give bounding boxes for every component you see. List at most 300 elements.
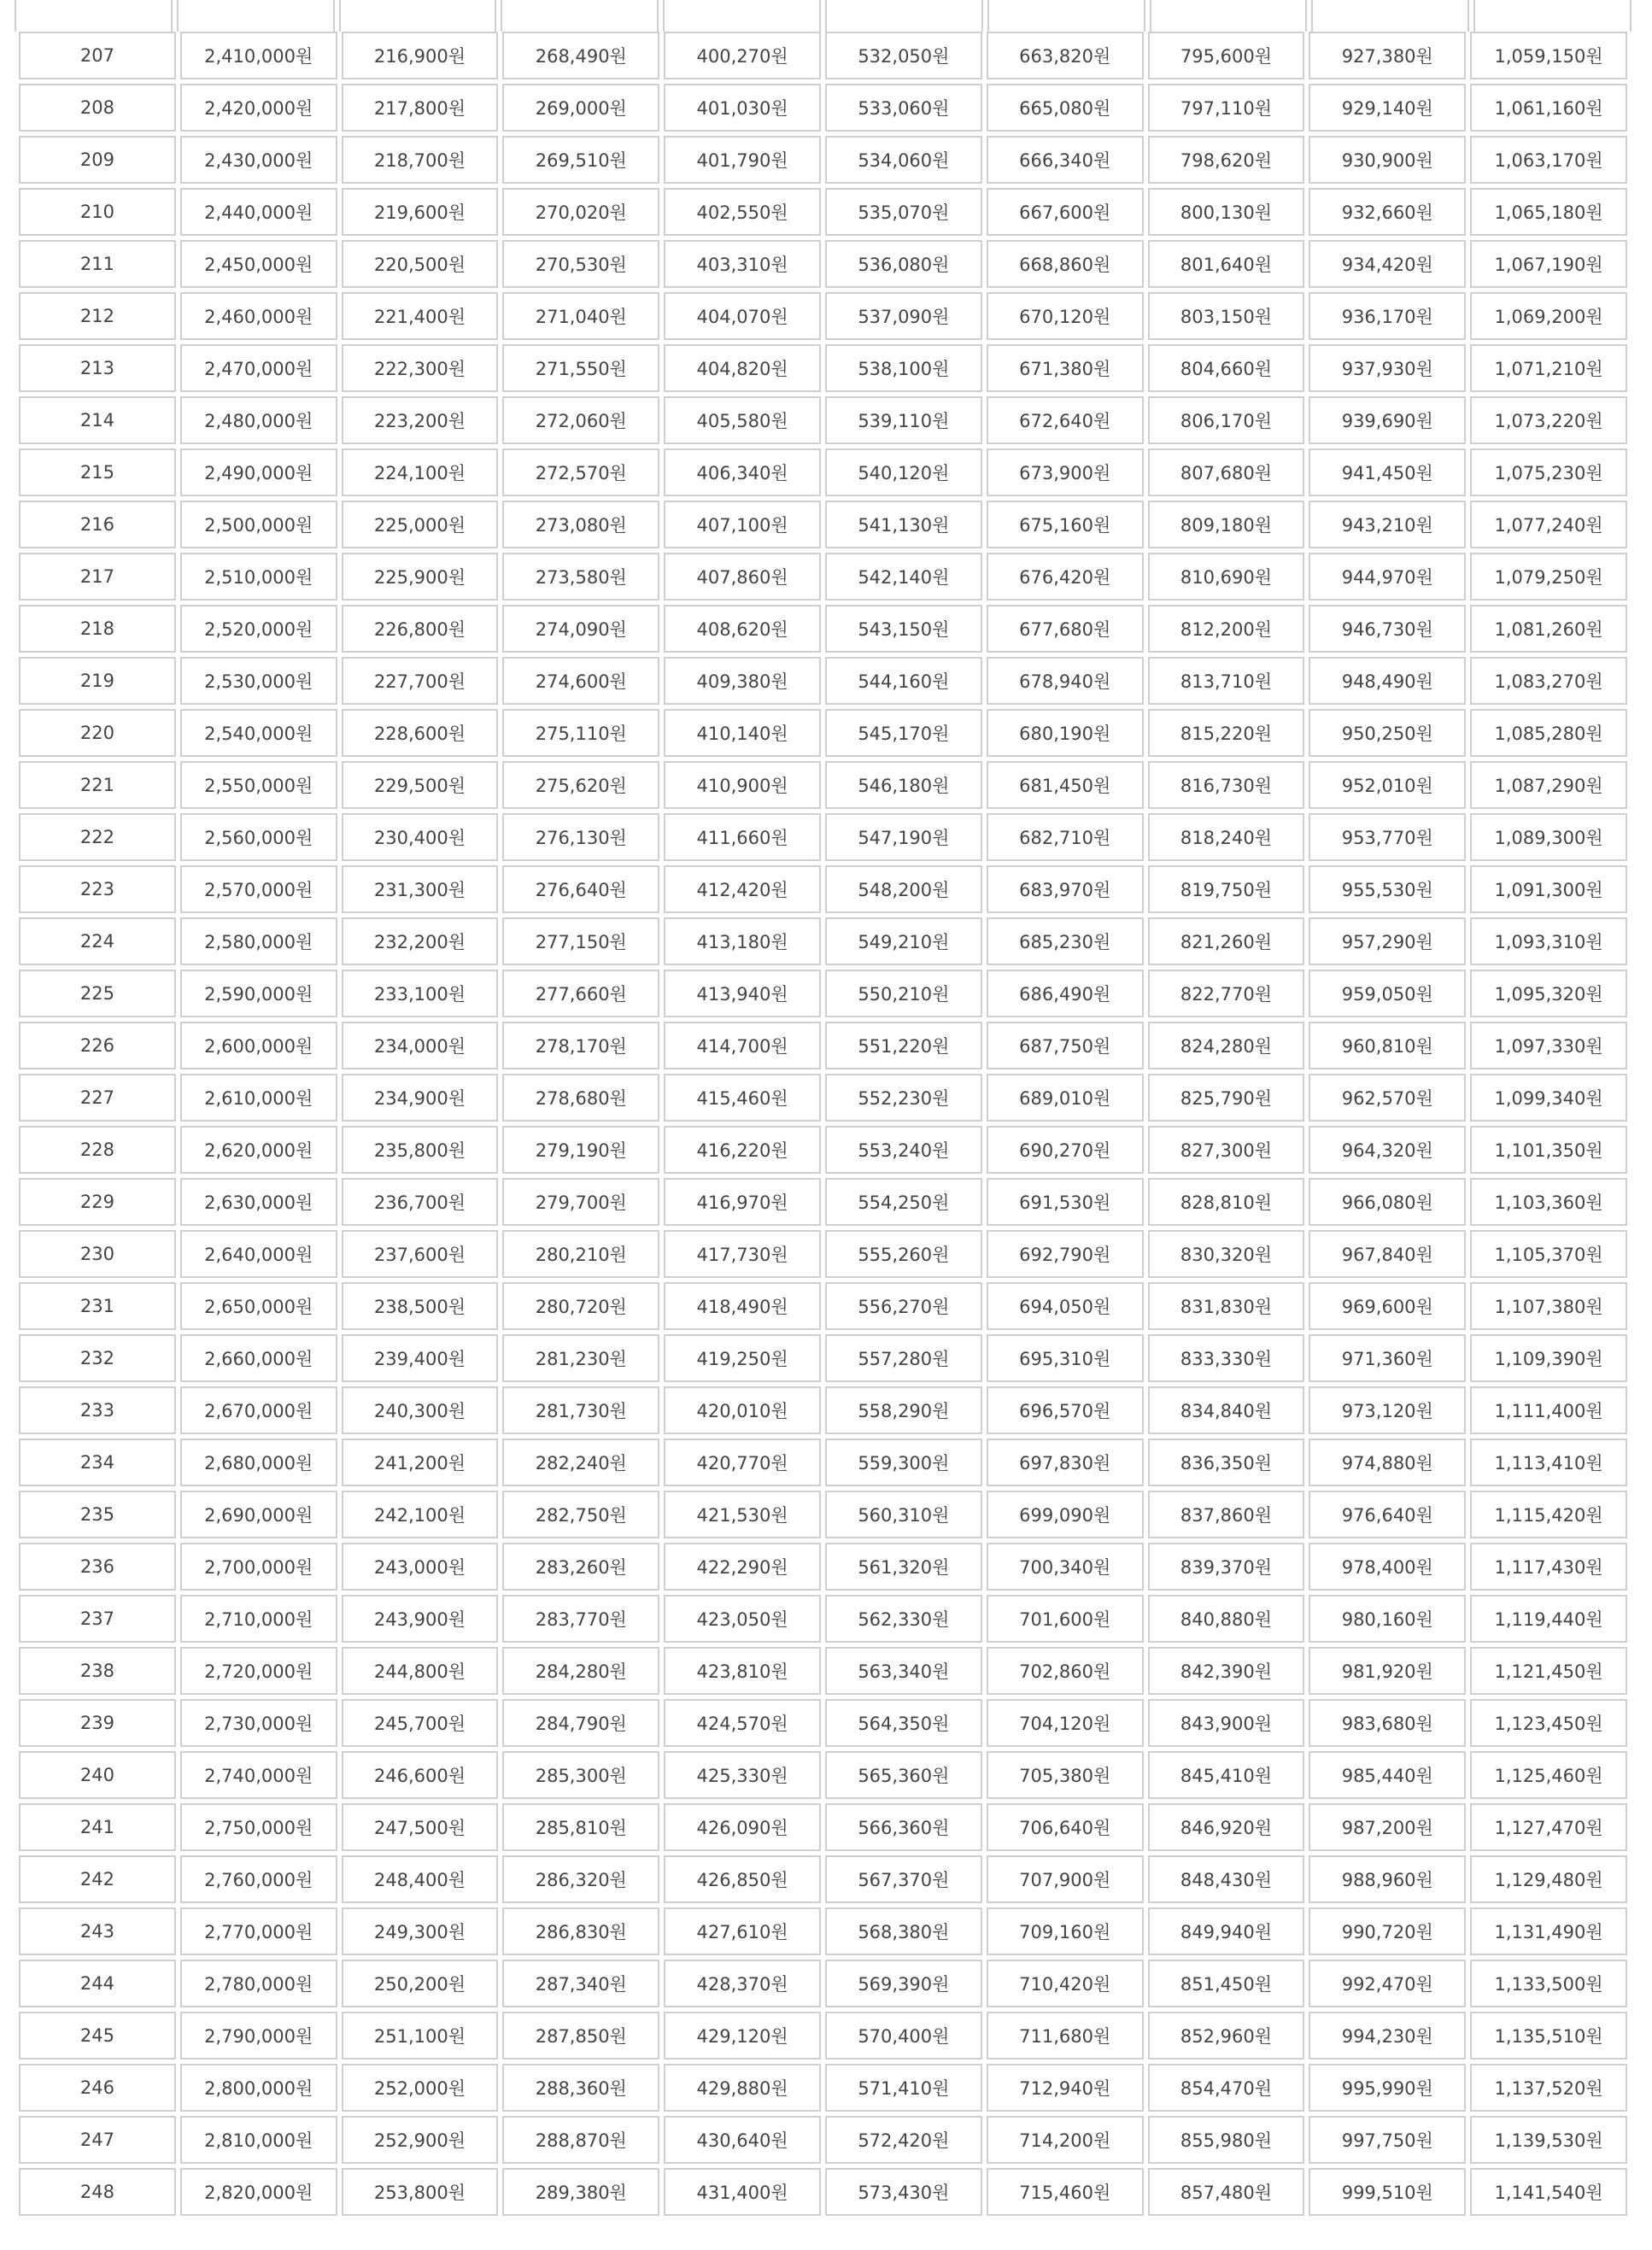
row-number-cell: 237 [19,1595,176,1643]
table-row [19,188,1627,236]
amount-cell: 278,680원 [502,1074,659,1122]
amount-cell: 705,380원 [987,1751,1144,1799]
amount-cell: 421,530원 [664,1491,821,1538]
amount-cell: 414,700원 [664,1022,821,1069]
table-row [19,761,1627,809]
amount-cell: 948,490원 [1309,657,1466,705]
amount-cell: 2,680,000원 [180,1438,337,1486]
amount-cell: 288,360원 [502,2064,659,2112]
amount-cell: 694,050원 [987,1282,1144,1330]
amount-cell: 219,600원 [342,188,499,236]
row-number-cell: 248 [19,2168,176,2216]
amount-cell: 682,710원 [987,813,1144,861]
amount-cell: 229,500원 [342,761,499,809]
amount-cell: 1,067,190원 [1470,240,1627,288]
row-number-cell: 235 [19,1491,176,1538]
amount-cell: 559,300원 [825,1438,982,1486]
amount-cell: 953,770원 [1309,813,1466,861]
amount-cell: 544,160원 [825,657,982,705]
amount-cell: 704,120원 [987,1699,1144,1747]
amount-cell: 2,820,000원 [180,2168,337,2216]
amount-cell: 939,690원 [1309,396,1466,444]
amount-cell: 1,063,170원 [1470,136,1627,184]
amount-cell: 250,200원 [342,1960,499,2007]
amount-cell: 1,073,220원 [1470,396,1627,444]
table-row [19,448,1627,496]
amount-cell: 712,940원 [987,2064,1144,2112]
row-number-cell: 231 [19,1282,176,1330]
amount-cell: 562,330원 [825,1595,982,1643]
row-number-cell: 219 [19,657,176,705]
amount-cell: 994,230원 [1309,2012,1466,2060]
table-row [19,240,1627,288]
table-row [19,1855,1627,1903]
amount-cell: 412,420원 [664,865,821,913]
amount-cell: 240,300원 [342,1386,499,1434]
amount-cell: 1,083,270원 [1470,657,1627,705]
amount-cell: 251,100원 [342,2012,499,2060]
amount-cell: 223,200원 [342,396,499,444]
amount-cell: 2,600,000원 [180,1022,337,1069]
table-row [19,1543,1627,1591]
amount-cell: 2,660,000원 [180,1334,337,1382]
amount-cell: 930,900원 [1309,136,1466,184]
amount-cell: 405,580원 [664,396,821,444]
amount-cell: 2,650,000원 [180,1282,337,1330]
amount-cell: 677,680원 [987,605,1144,653]
amount-cell: 1,087,290원 [1470,761,1627,809]
table-row [19,2168,1627,2216]
amount-cell: 816,730원 [1148,761,1305,809]
amount-cell: 818,240원 [1148,813,1305,861]
amount-cell: 992,470원 [1309,1960,1466,2007]
amount-cell: 220,500원 [342,240,499,288]
table-row [19,1491,1627,1538]
amount-cell: 941,450원 [1309,448,1466,496]
amount-cell: 2,620,000원 [180,1126,337,1174]
amount-cell: 228,600원 [342,709,499,757]
amount-cell: 966,080원 [1309,1178,1466,1226]
amount-cell: 2,810,000원 [180,2116,337,2164]
amount-cell: 270,020원 [502,188,659,236]
amount-cell: 845,410원 [1148,1751,1305,1799]
row-number-cell: 215 [19,448,176,496]
amount-cell: 274,090원 [502,605,659,653]
row-number-cell: 228 [19,1126,176,1174]
amount-cell: 287,340원 [502,1960,659,2007]
amount-cell: 538,100원 [825,344,982,392]
amount-cell: 2,580,000원 [180,917,337,965]
amount-cell: 418,490원 [664,1282,821,1330]
table-row [19,657,1627,705]
amount-cell: 686,490원 [987,970,1144,1017]
amount-cell: 282,240원 [502,1438,659,1486]
amount-cell: 711,680원 [987,2012,1144,2060]
table-body [19,32,1627,2216]
row-number-cell: 226 [19,1022,176,1069]
amount-cell: 225,000원 [342,501,499,548]
row-number-cell: 245 [19,2012,176,2060]
table-row [19,553,1627,601]
amount-cell: 2,590,000원 [180,970,337,1017]
row-number-cell: 224 [19,917,176,965]
amount-cell: 269,510원 [502,136,659,184]
amount-cell: 270,530원 [502,240,659,288]
amount-cell: 1,113,410원 [1470,1438,1627,1486]
table-row [19,917,1627,965]
row-number-cell: 221 [19,761,176,809]
amount-cell: 237,600원 [342,1230,499,1278]
amount-cell: 673,900원 [987,448,1144,496]
amount-cell: 839,370원 [1148,1543,1305,1591]
amount-cell: 419,250원 [664,1334,821,1382]
amount-cell: 665,080원 [987,84,1144,132]
amount-cell: 403,310원 [664,240,821,288]
amount-cell: 2,500,000원 [180,501,337,548]
amount-cell: 2,710,000원 [180,1595,337,1643]
amount-cell: 272,570원 [502,448,659,496]
amount-cell: 537,090원 [825,292,982,340]
amount-cell: 268,490원 [502,32,659,79]
amount-cell: 217,800원 [342,84,499,132]
amount-cell: 568,380원 [825,1907,982,1955]
amount-cell: 1,059,150원 [1470,32,1627,79]
amount-cell: 417,730원 [664,1230,821,1278]
amount-cell: 2,770,000원 [180,1907,337,1955]
amount-cell: 564,350원 [825,1699,982,1747]
amount-cell: 401,790원 [664,136,821,184]
amount-cell: 572,420원 [825,2116,982,2164]
amount-cell: 253,800원 [342,2168,499,2216]
amount-cell: 551,220원 [825,1022,982,1069]
amount-cell: 532,050원 [825,32,982,79]
amount-cell: 234,000원 [342,1022,499,1069]
amount-cell: 821,260원 [1148,917,1305,965]
row-number-cell: 240 [19,1751,176,1799]
amount-cell: 286,320원 [502,1855,659,1903]
amount-cell: 278,170원 [502,1022,659,1069]
amount-cell: 952,010원 [1309,761,1466,809]
amount-cell: 553,240원 [825,1126,982,1174]
amount-cell: 836,350원 [1148,1438,1305,1486]
table-row [19,1386,1627,1434]
amount-cell: 999,510원 [1309,2168,1466,2216]
amount-cell: 988,960원 [1309,1855,1466,1903]
amount-cell: 428,370원 [664,1960,821,2007]
amount-cell: 407,100원 [664,501,821,548]
amount-cell: 282,750원 [502,1491,659,1538]
row-number-cell: 230 [19,1230,176,1278]
amount-cell: 955,530원 [1309,865,1466,913]
amount-cell: 402,550원 [664,188,821,236]
table-row [19,1282,1627,1330]
amount-cell: 840,880원 [1148,1595,1305,1643]
amount-cell: 973,120원 [1309,1386,1466,1434]
amount-cell: 1,061,160원 [1470,84,1627,132]
amount-cell: 675,160원 [987,501,1144,548]
table-row [19,2012,1627,2060]
amount-cell: 1,137,520원 [1470,2064,1627,2112]
amount-cell: 273,080원 [502,501,659,548]
amount-cell: 707,900원 [987,1855,1144,1903]
amount-cell: 812,200원 [1148,605,1305,653]
amount-cell: 1,125,460원 [1470,1751,1627,1799]
amount-cell: 842,390원 [1148,1647,1305,1695]
amount-cell: 404,820원 [664,344,821,392]
amount-cell: 422,290원 [664,1543,821,1591]
amount-cell: 2,480,000원 [180,396,337,444]
amount-cell: 804,660원 [1148,344,1305,392]
amount-cell: 967,840원 [1309,1230,1466,1278]
table-row [19,1907,1627,1955]
amount-cell: 571,410원 [825,2064,982,2112]
amount-cell: 277,660원 [502,970,659,1017]
amount-cell: 238,500원 [342,1282,499,1330]
table-row [19,84,1627,132]
amount-cell: 404,070원 [664,292,821,340]
row-number-cell: 247 [19,2116,176,2164]
amount-cell: 825,790원 [1148,1074,1305,1122]
amount-cell: 1,123,450원 [1470,1699,1627,1747]
amount-cell: 2,730,000원 [180,1699,337,1747]
amount-cell: 1,109,390원 [1470,1334,1627,1382]
amount-cell: 1,139,530원 [1470,2116,1627,2164]
table-row [19,344,1627,392]
amount-cell: 1,089,300원 [1470,813,1627,861]
amount-cell: 813,710원 [1148,657,1305,705]
amount-cell: 1,095,320원 [1470,970,1627,1017]
amount-cell: 706,640원 [987,1803,1144,1851]
row-number-cell: 207 [19,32,176,79]
amount-cell: 1,131,490원 [1470,1907,1627,1955]
amount-cell: 286,830원 [502,1907,659,1955]
amount-cell: 424,570원 [664,1699,821,1747]
table-row [19,1334,1627,1382]
amount-cell: 400,270원 [664,32,821,79]
amount-cell: 701,600원 [987,1595,1144,1643]
row-number-cell: 214 [19,396,176,444]
amount-cell: 936,170원 [1309,292,1466,340]
amount-cell: 244,800원 [342,1647,499,1695]
amount-cell: 685,230원 [987,917,1144,965]
amount-cell: 2,460,000원 [180,292,337,340]
amount-cell: 2,700,000원 [180,1543,337,1591]
row-number-cell: 244 [19,1960,176,2007]
table-row [19,136,1627,184]
amount-cell: 2,740,000원 [180,1751,337,1799]
row-number-cell: 241 [19,1803,176,1851]
amount-cell: 285,810원 [502,1803,659,1851]
amount-cell: 1,115,420원 [1470,1491,1627,1538]
row-number-cell: 218 [19,605,176,653]
amount-cell: 834,840원 [1148,1386,1305,1434]
amount-cell: 232,200원 [342,917,499,965]
amount-cell: 2,550,000원 [180,761,337,809]
amount-cell: 2,450,000원 [180,240,337,288]
amount-cell: 2,440,000원 [180,188,337,236]
amount-cell: 957,290원 [1309,917,1466,965]
amount-cell: 277,150원 [502,917,659,965]
amount-cell: 547,190원 [825,813,982,861]
amount-cell: 239,400원 [342,1334,499,1382]
amount-cell: 560,310원 [825,1491,982,1538]
table-row [19,1699,1627,1747]
amount-cell: 843,900원 [1148,1699,1305,1747]
amount-cell: 987,200원 [1309,1803,1466,1851]
amount-cell: 567,370원 [825,1855,982,1903]
amount-cell: 828,810원 [1148,1178,1305,1226]
amount-cell: 822,770원 [1148,970,1305,1017]
amount-cell: 2,420,000원 [180,84,337,132]
amount-cell: 2,760,000원 [180,1855,337,1903]
amount-cell: 857,480원 [1148,2168,1305,2216]
table-row [19,2116,1627,2164]
row-number-cell: 222 [19,813,176,861]
amount-cell: 236,700원 [342,1178,499,1226]
amount-cell: 249,300원 [342,1907,499,1955]
amount-cell: 2,610,000원 [180,1074,337,1122]
amount-cell: 819,750원 [1148,865,1305,913]
amount-cell: 1,075,230원 [1470,448,1627,496]
amount-cell: 2,670,000원 [180,1386,337,1434]
amount-cell: 274,600원 [502,657,659,705]
row-number-cell: 223 [19,865,176,913]
amount-cell: 1,133,500원 [1470,1960,1627,2007]
amount-cell: 1,091,300원 [1470,865,1627,913]
amount-cell: 983,680원 [1309,1699,1466,1747]
row-number-cell: 225 [19,970,176,1017]
amount-cell: 218,700원 [342,136,499,184]
amount-cell: 426,090원 [664,1803,821,1851]
amount-cell: 429,880원 [664,2064,821,2112]
amount-cell: 413,180원 [664,917,821,965]
amount-cell: 1,079,250원 [1470,553,1627,601]
row-number-cell: 213 [19,344,176,392]
amount-cell: 697,830원 [987,1438,1144,1486]
amount-cell: 849,940원 [1148,1907,1305,1955]
amount-cell: 554,250원 [825,1178,982,1226]
table-row [19,709,1627,757]
amount-cell: 714,200원 [987,2116,1144,2164]
amount-cell: 676,420원 [987,553,1144,601]
amount-cell: 964,320원 [1309,1126,1466,1174]
row-number-cell: 242 [19,1855,176,1903]
amount-cell: 283,260원 [502,1543,659,1591]
table-row [19,813,1627,861]
amount-cell: 798,620원 [1148,136,1305,184]
amount-cell: 687,750원 [987,1022,1144,1069]
amount-cell: 533,060원 [825,84,982,132]
amount-cell: 540,120원 [825,448,982,496]
amount-cell: 416,220원 [664,1126,821,1174]
row-number-cell: 217 [19,553,176,601]
amount-cell: 667,600원 [987,188,1144,236]
amount-cell: 974,880원 [1309,1438,1466,1486]
amount-cell: 2,540,000원 [180,709,337,757]
amount-cell: 224,100원 [342,448,499,496]
table-row [19,501,1627,548]
amount-cell: 273,580원 [502,553,659,601]
amount-cell: 565,360원 [825,1751,982,1799]
amount-cell: 247,500원 [342,1803,499,1851]
amount-cell: 2,570,000원 [180,865,337,913]
amount-cell: 2,510,000원 [180,553,337,601]
amount-cell: 279,700원 [502,1178,659,1226]
amount-cell: 795,600원 [1148,32,1305,79]
amount-cell: 416,970원 [664,1178,821,1226]
amount-cell: 549,210원 [825,917,982,965]
amount-cell: 2,430,000원 [180,136,337,184]
amount-cell: 670,120원 [987,292,1144,340]
amount-cell: 995,990원 [1309,2064,1466,2112]
salary-table [15,27,1631,2220]
amount-cell: 231,300원 [342,865,499,913]
amount-cell: 671,380원 [987,344,1144,392]
row-number-cell: 208 [19,84,176,132]
table-row [19,1647,1627,1695]
amount-cell: 2,790,000원 [180,2012,337,2060]
amount-cell: 573,430원 [825,2168,982,2216]
amount-cell: 548,200원 [825,865,982,913]
table-row [19,2064,1627,2112]
row-number-cell: 243 [19,1907,176,1955]
row-number-cell: 211 [19,240,176,288]
table-row [19,1178,1627,1226]
table-row [19,1074,1627,1122]
amount-cell: 797,110원 [1148,84,1305,132]
amount-cell: 927,380원 [1309,32,1466,79]
amount-cell: 2,800,000원 [180,2064,337,2112]
table-row [19,1960,1627,2007]
amount-cell: 1,111,400원 [1470,1386,1627,1434]
amount-cell: 221,400원 [342,292,499,340]
amount-cell: 846,920원 [1148,1803,1305,1851]
amount-cell: 683,970원 [987,865,1144,913]
amount-cell: 408,620원 [664,605,821,653]
amount-cell: 401,030원 [664,84,821,132]
row-number-cell: 220 [19,709,176,757]
row-number-cell: 232 [19,1334,176,1382]
table-row [19,605,1627,653]
amount-cell: 806,170원 [1148,396,1305,444]
amount-cell: 281,230원 [502,1334,659,1382]
amount-cell: 230,400원 [342,813,499,861]
table-row [19,865,1627,913]
amount-cell: 541,130원 [825,501,982,548]
amount-cell: 570,400원 [825,2012,982,2060]
amount-cell: 672,640원 [987,396,1144,444]
amount-cell: 800,130원 [1148,188,1305,236]
amount-cell: 971,360원 [1309,1334,1466,1382]
amount-cell: 848,430원 [1148,1855,1305,1903]
amount-cell: 962,570원 [1309,1074,1466,1122]
amount-cell: 2,720,000원 [180,1647,337,1695]
amount-cell: 279,190원 [502,1126,659,1174]
amount-cell: 692,790원 [987,1230,1144,1278]
amount-cell: 226,800원 [342,605,499,653]
amount-cell: 410,140원 [664,709,821,757]
amount-cell: 233,100원 [342,970,499,1017]
amount-cell: 275,110원 [502,709,659,757]
amount-cell: 281,730원 [502,1386,659,1434]
amount-cell: 420,010원 [664,1386,821,1434]
amount-cell: 280,720원 [502,1282,659,1330]
amount-cell: 235,800원 [342,1126,499,1174]
amount-cell: 415,460원 [664,1074,821,1122]
amount-cell: 944,970원 [1309,553,1466,601]
amount-cell: 2,780,000원 [180,1960,337,2007]
amount-cell: 801,640원 [1148,240,1305,288]
